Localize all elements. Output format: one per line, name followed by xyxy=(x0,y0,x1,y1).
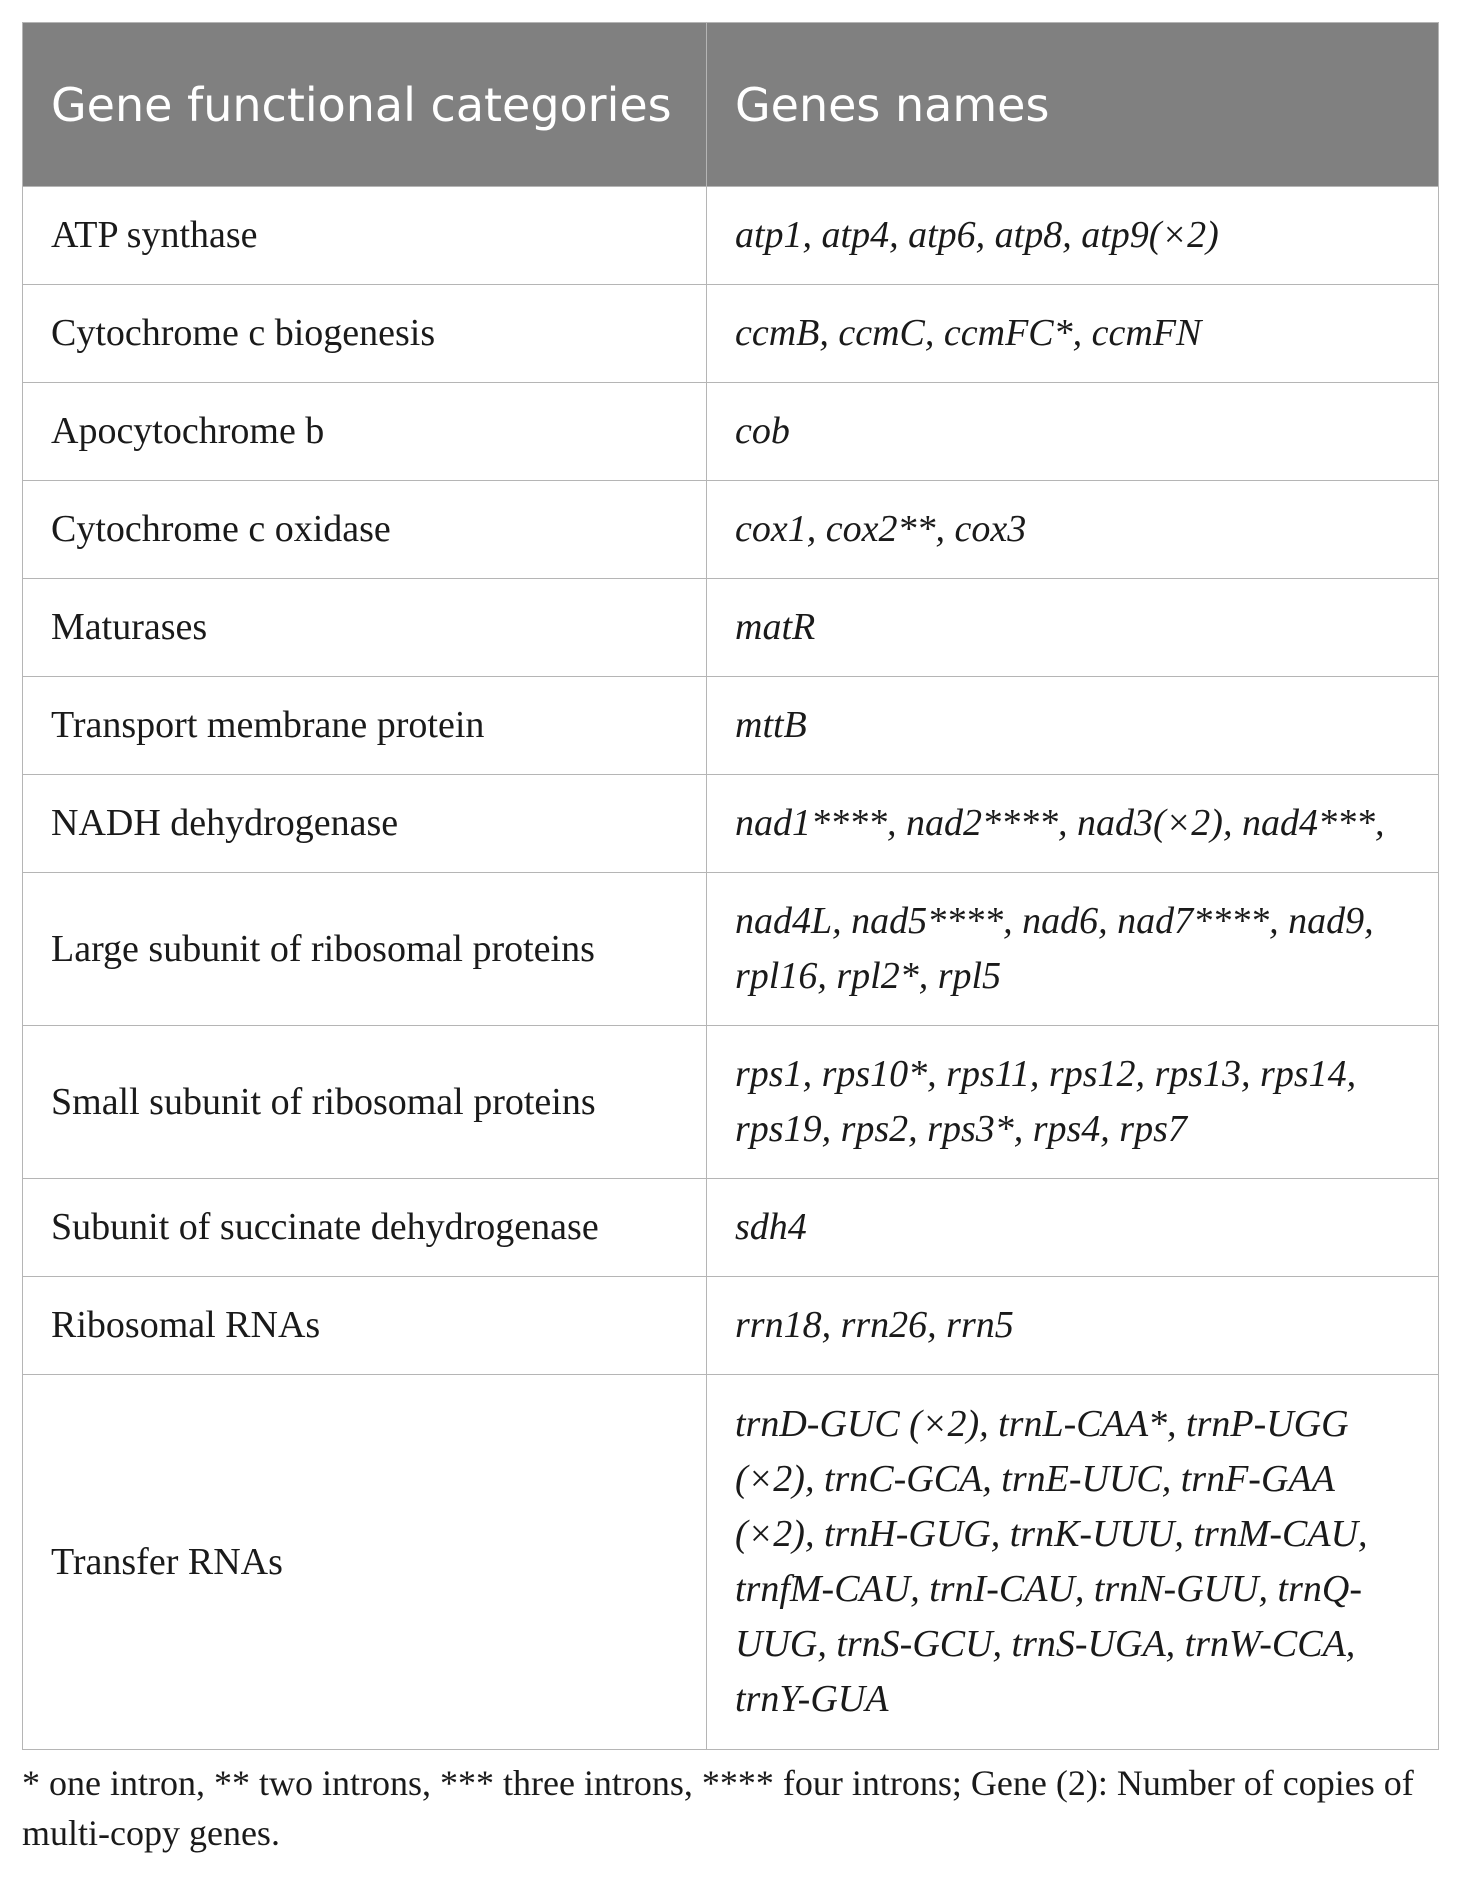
category-cell: Cytochrome c oxidase xyxy=(23,481,707,579)
header-genes-names: Genes names xyxy=(707,23,1439,187)
table-row xyxy=(23,1026,1439,1179)
genes-cell: cox1, cox2**, cox3 xyxy=(707,481,1439,579)
category-cell: Large subunit of ribosomal proteins xyxy=(23,873,707,1026)
table-row xyxy=(23,481,1439,579)
genes-cell: sdh4 xyxy=(707,1179,1439,1277)
category-cell: Apocytochrome b xyxy=(23,383,707,481)
gene-table-container xyxy=(22,22,1438,1750)
table-row xyxy=(23,775,1439,873)
category-cell: ATP synthase xyxy=(23,187,707,285)
table-row xyxy=(23,285,1439,383)
category-cell: Cytochrome c biogenesis xyxy=(23,285,707,383)
genes-cell: matR xyxy=(707,579,1439,677)
table-header xyxy=(23,23,1439,187)
table-row xyxy=(23,1375,1439,1750)
table-row xyxy=(23,1179,1439,1277)
genes-cell: nad1****, nad2****, nad3(×2), nad4***, xyxy=(707,775,1439,873)
table-row xyxy=(23,873,1439,1026)
genes-cell: rrn18, rrn26, rrn5 xyxy=(707,1277,1439,1375)
genes-cell: rps1, rps10*, rps11, rps12, rps13, rps14, rps19, rps2, rps3*, rps4, rps7 xyxy=(707,1026,1439,1179)
genes-cell: cob xyxy=(707,383,1439,481)
genes-cell: nad4L, nad5****, nad6, nad7****, nad9, rpl16, rpl2*, rpl5 xyxy=(707,873,1439,1026)
gene-category-table xyxy=(22,22,1439,1750)
table-row xyxy=(23,579,1439,677)
category-cell: Subunit of succinate dehydrogenase xyxy=(23,1179,707,1277)
category-cell: Small subunit of ribosomal proteins xyxy=(23,1026,707,1179)
table-row xyxy=(23,1277,1439,1375)
genes-cell: trnD-GUC (×2), trnL-CAA*, trnP-UGG (×2), trnC-GCA, trnE-UUC, trnF-GAA (×2), trnH-GUG, trnK-UUU, trnM-CAU, trnfM-CAU, trnI-CAU, trnN-GUU, trnQ-UUG, trnS-GCU, trnS-UGA, trnW-CCA, trnY-GUA xyxy=(707,1375,1439,1750)
category-cell: Ribosomal RNAs xyxy=(23,1277,707,1375)
table-row xyxy=(23,383,1439,481)
genes-cell: mttB xyxy=(707,677,1439,775)
genes-cell: atp1, atp4, atp6, atp8, atp9(×2) xyxy=(707,187,1439,285)
header-row xyxy=(23,23,1439,187)
category-cell: Transfer RNAs xyxy=(23,1375,707,1750)
category-cell: NADH dehydrogenase xyxy=(23,775,707,873)
table-footnote: * one intron, ** two introns, *** three introns, **** four introns; Gene (2): Number of copies of multi-copy genes. xyxy=(22,1763,1414,1853)
table-row xyxy=(23,187,1439,285)
table-row xyxy=(23,677,1439,775)
genes-cell: ccmB, ccmC, ccmFC*, ccmFN xyxy=(707,285,1439,383)
table-body xyxy=(23,187,1439,1750)
category-cell: Maturases xyxy=(23,579,707,677)
category-cell: Transport membrane protein xyxy=(23,677,707,775)
header-gene-functional-categories: Gene functional categories xyxy=(23,23,707,187)
